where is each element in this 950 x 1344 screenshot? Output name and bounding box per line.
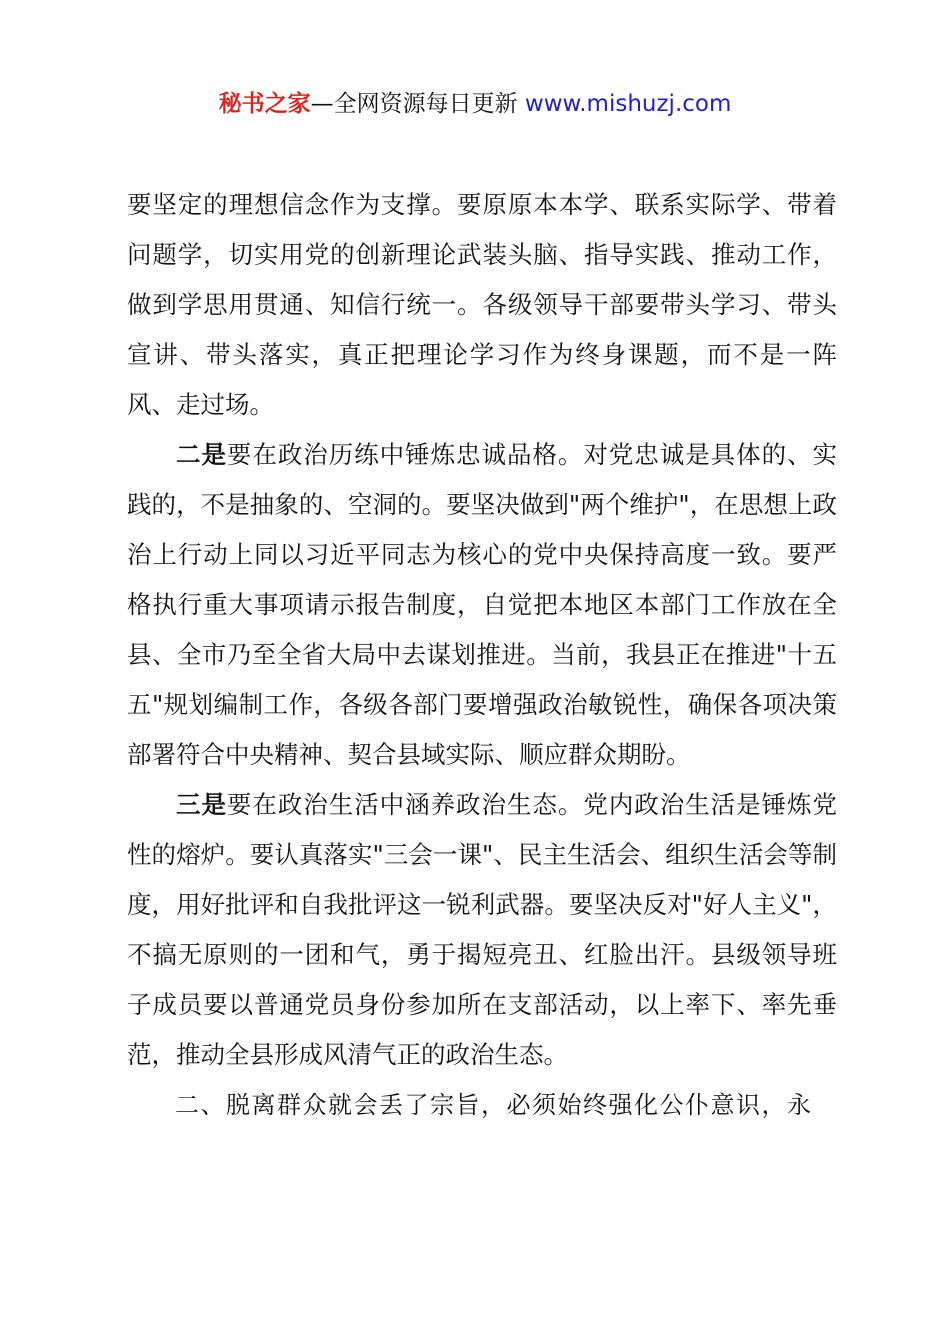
paragraph-2-lead: 二是: [176, 440, 227, 469]
page-header: [0, 86, 950, 122]
document-body: [127, 180, 837, 1130]
header-tagline: —全网资源每日更新: [310, 91, 525, 117]
paragraph-3: [127, 780, 837, 1080]
paragraph-2: [127, 430, 837, 780]
paragraph-3-text: 要在政治生活中涵养政治生态。党内政治生活是锤炼党性的熔炉。要认真落实"三会一课"、民主生活会、组织生活会等制度，用好批评和自我批评这一锐利武器。要坚决反对"好人主义"，不搞无原则的一团和气，勇于揭短亮丑、红脸出汗。县级领导班子成员要以普通党员身份参加所在支部活动，以上率下、率先垂范，推动全县形成风清气正的政治生态。: [127, 790, 837, 1069]
site-url-link[interactable]: www.mishuzj.com: [524, 91, 732, 117]
paragraph-1-text: 要坚定的理想信念作为支撑。要原原本本学、联系实际学、带着问题学，切实用党的创新理论武装头脑、指导实践、推动工作，做到学思用贯通、知信行统一。各级领导干部要带头学习、带头宣讲、带头落实，真正把理论学习作为终身课题，而不是一阵风、走过场。: [127, 190, 837, 419]
paragraph-1: [127, 180, 837, 430]
section-heading: 二、脱离群众就会丢了宗旨，必须始终强化公仆意识，永: [175, 1091, 813, 1119]
brand-name: 秘书之家: [218, 91, 311, 117]
paragraph-3-lead: 三是: [176, 790, 227, 819]
paragraph-2-text: 要在政治历练中锤炼忠诚品格。对党忠诚是具体的、实践的，不是抽象的、空洞的。要坚决做到"两个维护"，在思想上政治上行动上同以习近平同志为核心的党中央保持高度一致。要严格执行重大事项请示报告制度，自觉把本地区本部门工作放在全县、全市乃至全省大局中去谋划推进。当前，我县正在推进"十五五"规划编制工作，各级各部门要增强政治敏锐性，确保各项决策部署符合中央精神、契合县域实际、顺应群众期盼。: [127, 440, 837, 769]
